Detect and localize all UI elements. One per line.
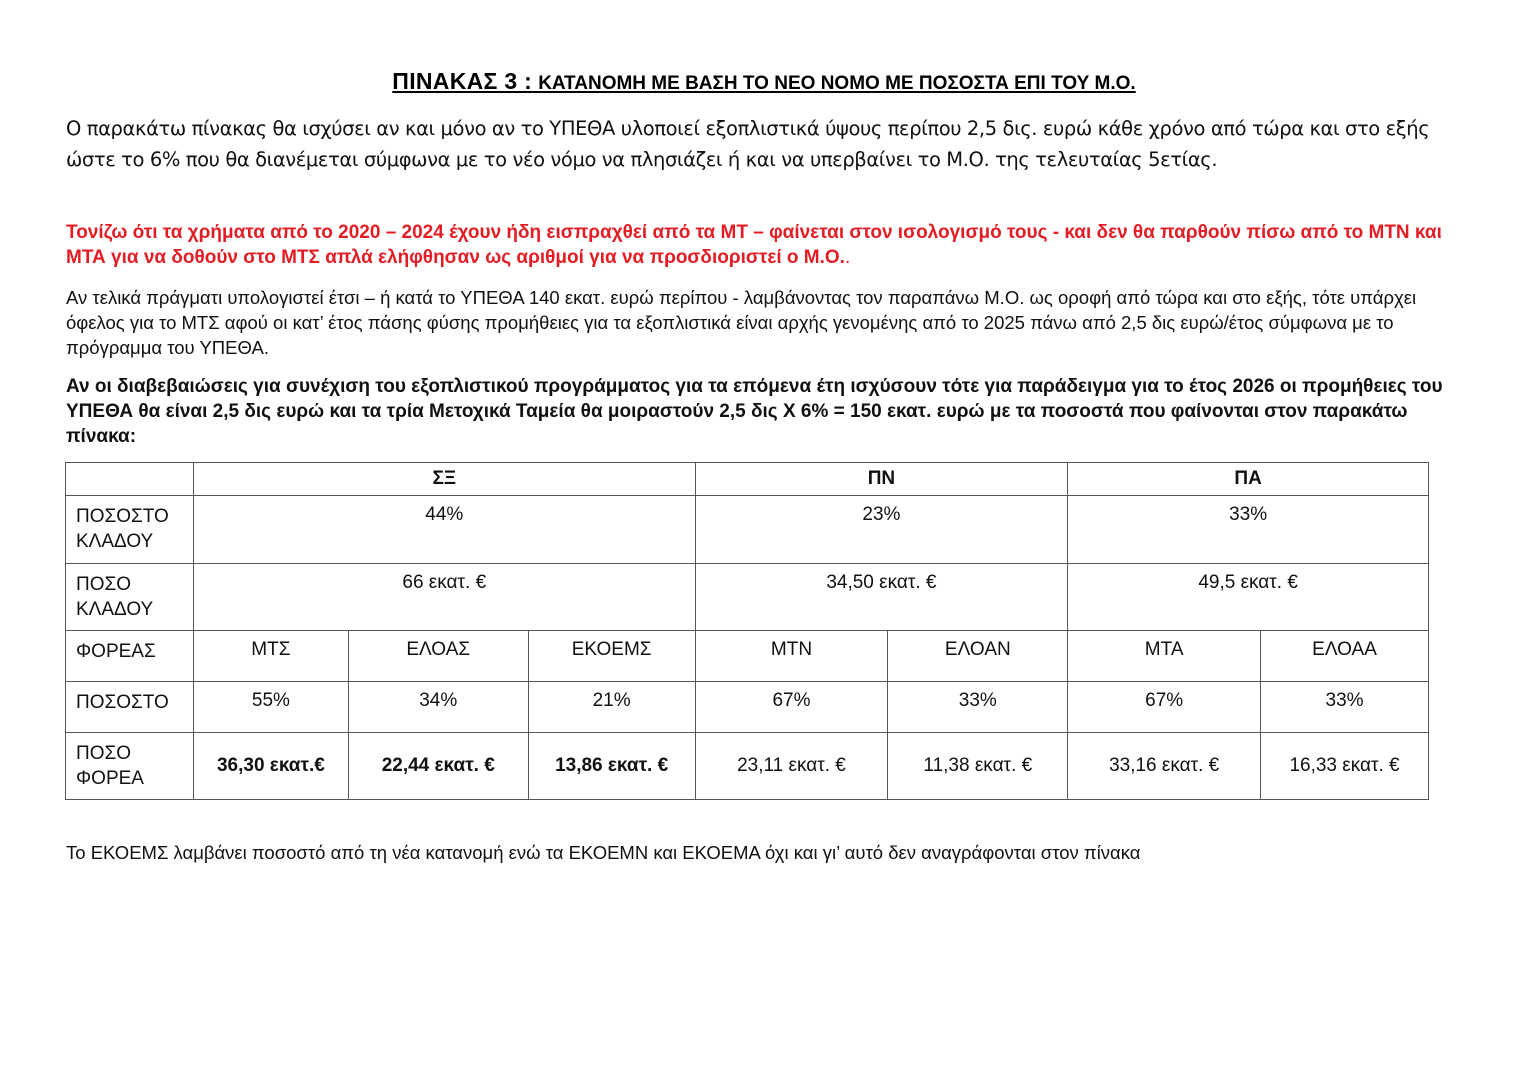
table-row-branch-amount: [66, 564, 1429, 631]
branch-header: ΠΝ: [695, 463, 1068, 496]
intro-paragraph: Ο παρακάτω πίνακας θα ισχύσει αν και μόνο αν το ΥΠΕΘΑ υλοποιεί εξοπλιστικά ύψους περίπου 2,5 δις. ευρώ κάθε χρόνο από τώρα και στο εξής ώστε το 6% που θα διανέμεται σύμφωνα με το νέο νόμο να πλησιάζει ή και να υπερβαίνει το Μ.Ο. της τελευταίας 5ετίας.: [66, 117, 1430, 171]
branch-pct-cell: 33%: [1068, 496, 1429, 564]
row-label: ΠΟΣΟΣΤΟ ΚΛΑΔΟΥ: [66, 496, 194, 564]
row-label: ΠΟΣΟ ΦΟΡΕΑ: [66, 733, 194, 800]
table-row-branch-pct: [66, 496, 1429, 564]
fund-amount-cell: 23,11 εκατ. €: [695, 733, 888, 800]
fund-name-cell: ΕΛΟΑΝ: [888, 631, 1068, 682]
table-header-row: [66, 463, 1429, 496]
fund-name-cell: ΕΛΟΑΣ: [348, 631, 528, 682]
branch-header: ΣΞ: [193, 463, 695, 496]
fund-pct-cell: 21%: [528, 682, 695, 733]
row-label: ΦΟΡΕΑΣ: [66, 631, 194, 682]
branch-header: ΠΑ: [1068, 463, 1429, 496]
fund-pct-cell: 55%: [193, 682, 348, 733]
table-row-fund: [66, 631, 1429, 682]
fund-pct-cell: 67%: [1068, 682, 1261, 733]
warning-text: Τονίζω ότι τα χρήματα από το 2020 – 2024 έχουν ήδη εισπραχθεί από τα ΜΤ – φαίνεται στον ισολογισμό τους - και δεν θα παρθούν πίσω από το ΜΤΝ και ΜΤΑ για να δοθούν στο ΜΤΣ απλά ελήφθησαν ως αριθμοί για να προσδιοριστεί ο Μ.Ο.: [66, 222, 1442, 268]
fund-name-cell: ΕΛΟΑΑ: [1261, 631, 1429, 682]
allocation-table: [65, 462, 1429, 800]
page-title: [0, 68, 1528, 95]
warning-trailing: .: [844, 247, 851, 268]
header-empty-cell: [66, 463, 194, 496]
branch-amount-cell: 66 εκατ. €: [193, 564, 695, 631]
branch-pct-cell: 44%: [193, 496, 695, 564]
fund-amount-cell: 16,33 εκατ. €: [1261, 733, 1429, 800]
footnote: Το ΕΚΟΕΜΣ λαμβάνει ποσοστό από τη νέα κατανομή ενώ τα ΕΚΟΕΜΝ και ΕΚΟΕΜΑ όχι και γι’ αυτό δεν αναγράφονται στον πίνακα: [66, 842, 1141, 863]
fund-pct-cell: 67%: [695, 682, 888, 733]
title-main: ΠΙΝΑΚΑΣ 3 :: [392, 68, 533, 94]
branch-amount-cell: 49,5 εκατ. €: [1068, 564, 1429, 631]
fund-amount-cell: 22,44 εκατ. €: [348, 733, 528, 800]
fund-name-cell: ΜΤΣ: [193, 631, 348, 682]
fund-amount-cell: 11,38 εκατ. €: [888, 733, 1068, 800]
row-label: ΠΟΣΟ ΚΛΑΔΟΥ: [66, 564, 194, 631]
warning-paragraph: [66, 220, 1466, 270]
fund-pct-cell: 33%: [1261, 682, 1429, 733]
example-paragraph: Αν οι διαβεβαιώσεις για συνέχιση του εξοπλιστικού προγράμματος για τα επόμενα έτη ισχύσουν τότε για παράδειγμα για το έτος 2026 οι προμήθειες του ΥΠΕΘΑ θα είναι 2,5 δις ευρώ και τα τρία Μετοχικά Ταμεία θα μοιραστούν 2,5 δις Χ 6% = 150 εκατ. ευρώ με τα ποσοστά που φαίνονται στον παρακάτω πίνακα:: [66, 376, 1443, 447]
fund-amount-cell: 13,86 εκατ. €: [528, 733, 695, 800]
row-label: ΠΟΣΟΣΤΟ: [66, 682, 194, 733]
body-paragraph: Αν τελικά πράγματι υπολογιστεί έτσι – ή κατά το ΥΠΕΘΑ 140 εκατ. ευρώ περίπου - λαμβάνοντας τον παραπάνω Μ.Ο. ως οροφή από τώρα και στο εξής, τότε υπάρχει όφελος για το ΜΤΣ αφού οι κατ’ έτος πάσης φύσης προμήθειες για τα εξοπλιστικά είναι αρχής γενομένης από το 2025 πάνω από 2,5 δις ευρώ/έτος σύμφωνα με το πρόγραμμα του ΥΠΕΘΑ.: [66, 287, 1417, 358]
table-row-fund-pct: [66, 682, 1429, 733]
fund-pct-cell: 33%: [888, 682, 1068, 733]
fund-name-cell: ΜΤΝ: [695, 631, 888, 682]
fund-amount-cell: 33,16 εκατ. €: [1068, 733, 1261, 800]
fund-name-cell: ΕΚΟΕΜΣ: [528, 631, 695, 682]
fund-amount-cell: 36,30 εκατ.€: [193, 733, 348, 800]
fund-name-cell: ΜΤΑ: [1068, 631, 1261, 682]
table-row-fund-amount: [66, 733, 1429, 800]
branch-pct-cell: 23%: [695, 496, 1068, 564]
fund-pct-cell: 34%: [348, 682, 528, 733]
branch-amount-cell: 34,50 εκατ. €: [695, 564, 1068, 631]
title-subtitle: ΚΑΤΑΝΟΜΗ ΜΕ ΒΑΣΗ ΤΟ ΝΕΟ ΝΟΜΟ ΜΕ ΠΟΣΟΣΤΑ ΕΠΙ ΤΟΥ Μ.Ο.: [538, 73, 1136, 94]
